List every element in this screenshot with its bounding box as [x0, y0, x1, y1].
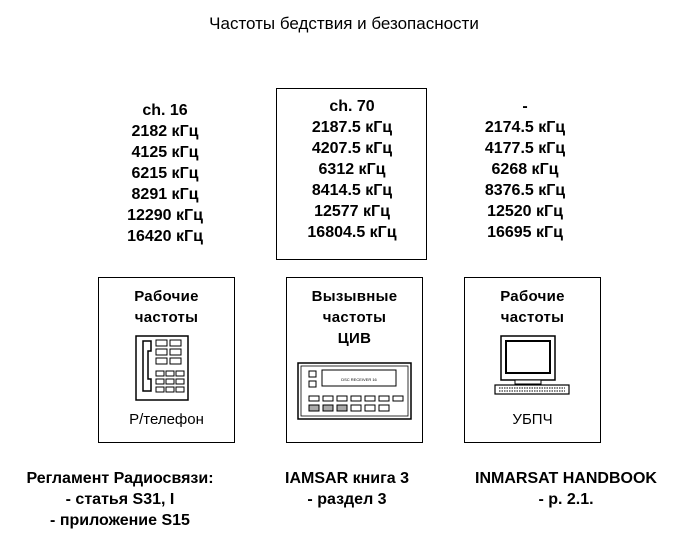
card-title-line: Вызывные: [311, 288, 398, 305]
reference-line: - p. 2.1.: [538, 491, 594, 508]
frequency-list-ch70: [282, 96, 422, 243]
frequency-item: 4207.5 кГц: [311, 140, 393, 157]
reference-line: - раздел 3: [307, 491, 387, 508]
card-title-line: частоты: [500, 309, 565, 326]
card-title-line: частоты: [134, 309, 199, 326]
frequency-item: 2182 кГц: [131, 123, 199, 140]
card-caption: Р/телефон: [129, 411, 204, 428]
dsc-receiver-icon: [297, 362, 413, 422]
frequency-item: 6215 кГц: [131, 165, 199, 182]
reference-radio-regulations: [0, 468, 240, 531]
frequency-list-ch16: [100, 100, 230, 247]
card-title-line: частоты: [322, 309, 387, 326]
telephone-icon: [135, 335, 201, 401]
reference-line: - статья S31, I: [65, 491, 175, 508]
frequency-item: 2187.5 кГц: [311, 119, 393, 136]
frequency-item: 4125 кГц: [131, 144, 199, 161]
frequency-item: 12577 кГц: [314, 203, 390, 220]
reference-line: INMARSAT HANDBOOK: [475, 470, 657, 487]
reference-inmarsat: [448, 468, 684, 510]
card-title-line: Рабочие: [500, 288, 565, 305]
card-title-line: Рабочие: [134, 288, 199, 305]
frequency-item: 12520 кГц: [487, 203, 563, 220]
frequency-item: 8291 кГц: [131, 186, 199, 203]
card-title: [465, 286, 600, 328]
computer-terminal-icon: [491, 334, 577, 398]
frequency-item: 8414.5 кГц: [311, 182, 393, 199]
frequency-item: 16420 кГц: [127, 228, 203, 245]
frequency-item: 12290 кГц: [127, 207, 203, 224]
card-title: [287, 286, 422, 349]
diagram-title: Частоты бедствия и безопасности: [209, 14, 479, 33]
reference-line: IAMSAR книга 3: [285, 470, 409, 487]
card-title: [99, 286, 234, 328]
reference-line: - приложение S15: [50, 512, 190, 529]
card-title-line: ЦИВ: [337, 330, 372, 347]
card-caption: УБПЧ: [512, 411, 553, 428]
frequency-item: 4177.5 кГц: [484, 140, 566, 157]
card-dsc-calling: [286, 277, 423, 443]
card-narrowband-printing: [464, 277, 601, 443]
frequency-item: 2174.5 кГц: [484, 119, 566, 136]
reference-line: Регламент Радиосвязи:: [26, 470, 214, 487]
channel-header: ch. 16: [142, 102, 188, 119]
frequency-item: 6312 кГц: [318, 161, 386, 178]
device-label: DSC RECEIVER 16: [341, 377, 377, 382]
frequency-item: 6268 кГц: [491, 161, 559, 178]
card-radiotelephone: [98, 277, 235, 443]
frequency-item: 16804.5 кГц: [307, 224, 397, 241]
frequency-list-narrowband: [460, 96, 590, 243]
reference-iamsar: [262, 468, 432, 510]
frequency-item: 8376.5 кГц: [484, 182, 566, 199]
channel-header: -: [522, 98, 528, 115]
frequency-item: 16695 кГц: [487, 224, 563, 241]
channel-header: ch. 70: [329, 98, 375, 115]
